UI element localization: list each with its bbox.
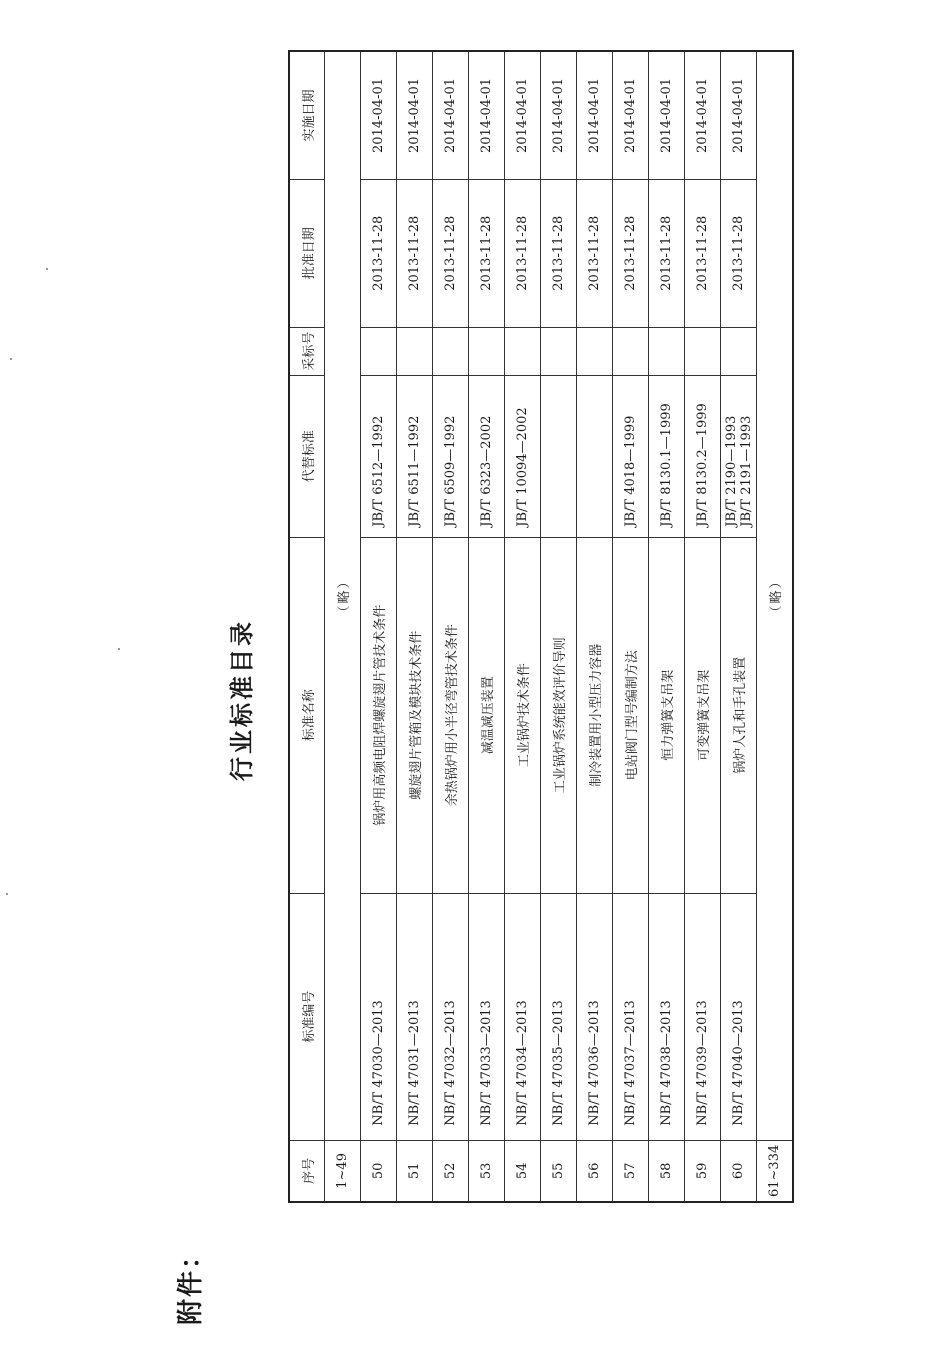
cell-effective: 2014-04-01 — [721, 51, 757, 179]
table-row — [685, 51, 721, 1202]
cell-effective: 2014-04-01 — [541, 51, 577, 179]
cell-name: 锅炉用高频电阻焊螺旋翅片管技术条件 — [361, 537, 397, 893]
replaces-item: JB/T 6512—1992 — [371, 415, 386, 527]
cell-name: 减温减压装置 — [469, 537, 505, 893]
table-row — [721, 51, 757, 1202]
range-row-top — [325, 51, 361, 1202]
cell-approved: 2013-11-28 — [469, 179, 505, 327]
cell-replaces — [577, 375, 613, 537]
table-row — [433, 51, 469, 1202]
cell-adopted — [397, 327, 433, 375]
cell-replaces — [649, 375, 685, 537]
cell-std-no: NB/T 47030—2013 — [361, 893, 397, 1140]
cell-seq: 51 — [397, 1140, 433, 1202]
scan-speck — [46, 268, 48, 270]
scan-speck — [6, 893, 8, 895]
cell-approved: 2013-11-28 — [541, 179, 577, 327]
cell-effective: 2014-04-01 — [685, 51, 721, 179]
replaces-item: JB/T 4018—1999 — [623, 415, 638, 527]
table-row — [541, 51, 577, 1202]
cell-adopted — [361, 327, 397, 375]
scan-speck — [118, 648, 120, 650]
replaces-item: JB/T 8130.2—1999 — [695, 403, 710, 527]
replaces-item: JB/T 6509—1992 — [443, 415, 458, 527]
cell-std-no: NB/T 47034—2013 — [505, 893, 541, 1140]
cell-adopted — [541, 327, 577, 375]
cell-effective: 2014-04-01 — [469, 51, 505, 179]
cell-effective: 2014-04-01 — [397, 51, 433, 179]
table-row — [361, 51, 397, 1202]
table-row — [649, 51, 685, 1202]
cell-replaces — [361, 375, 397, 537]
header-std-no: 标准编号 — [289, 893, 325, 1140]
cell-replaces — [505, 375, 541, 537]
cell-seq: 60 — [721, 1140, 757, 1202]
cell-replaces — [541, 375, 577, 537]
table-row — [397, 51, 433, 1202]
attachment-label: 附件： — [176, 1240, 206, 1325]
header-name: 标准名称 — [289, 537, 325, 893]
cell-name: 工业锅炉系统能效评价导则 — [541, 537, 577, 893]
table-row — [613, 51, 649, 1202]
header-replaces: 代替标准 — [289, 375, 325, 537]
cell-name: 可变弹簧支吊架 — [685, 537, 721, 893]
cell-replaces — [613, 375, 649, 537]
cell-approved: 2013-11-28 — [577, 179, 613, 327]
header-adopted: 采标号 — [289, 327, 325, 375]
replaces-item: JB/T 6511—1992 — [407, 415, 422, 527]
cell-name: 螺旋翅片管箱及模块技术条件 — [397, 537, 433, 893]
cell-seq: 55 — [541, 1140, 577, 1202]
cell-adopted — [613, 327, 649, 375]
cell-seq: 50 — [361, 1140, 397, 1202]
range-row-bottom — [757, 51, 794, 1202]
cell-name: 余热锅炉用小半径弯管技术条件 — [433, 537, 469, 893]
cell-adopted — [469, 327, 505, 375]
cell-adopted — [577, 327, 613, 375]
table-row — [577, 51, 613, 1202]
cell-name: 电站阀门型号编制方法 — [613, 537, 649, 893]
cell-effective: 2014-04-01 — [577, 51, 613, 179]
cell-std-no: NB/T 47035—2013 — [541, 893, 577, 1140]
standards-table — [288, 50, 794, 1203]
header-approved: 批准日期 — [289, 179, 325, 327]
replaces-item: JB/T 2191—1993 — [738, 415, 754, 527]
range-seq: 61~334 — [757, 1140, 794, 1202]
cell-replaces — [397, 375, 433, 537]
range-seq: 1~49 — [325, 1140, 361, 1202]
cell-approved: 2013-11-28 — [613, 179, 649, 327]
cell-approved: 2013-11-28 — [505, 179, 541, 327]
cell-seq: 59 — [685, 1140, 721, 1202]
cell-name: 制冷装置用小型压力容器 — [577, 537, 613, 893]
replaces-item: JB/T 2190—1993 — [723, 415, 739, 527]
header-row — [289, 51, 325, 1202]
cell-adopted — [649, 327, 685, 375]
cell-effective: 2014-04-01 — [505, 51, 541, 179]
cell-adopted — [721, 327, 757, 375]
cell-seq: 52 — [433, 1140, 469, 1202]
cell-name: 锅炉人孔和手孔装置 — [721, 537, 757, 893]
cell-std-no: NB/T 47033—2013 — [469, 893, 505, 1140]
cell-effective: 2014-04-01 — [433, 51, 469, 179]
cell-std-no: NB/T 47031—2013 — [397, 893, 433, 1140]
cell-replaces — [685, 375, 721, 537]
cell-std-no: NB/T 47040—2013 — [721, 893, 757, 1140]
cell-approved: 2013-11-28 — [361, 179, 397, 327]
table-row — [505, 51, 541, 1202]
cell-seq: 58 — [649, 1140, 685, 1202]
range-note: （略） — [757, 51, 794, 1140]
cell-effective: 2014-04-01 — [361, 51, 397, 179]
cell-std-no: NB/T 47039—2013 — [685, 893, 721, 1140]
replaces-item: JB/T 10094—2002 — [515, 407, 530, 527]
cell-std-no: NB/T 47037—2013 — [613, 893, 649, 1140]
cell-approved: 2013-11-28 — [721, 179, 757, 327]
range-note: （略） — [325, 51, 361, 1140]
replaces-item: JB/T 6323—2002 — [479, 415, 494, 527]
cell-adopted — [505, 327, 541, 375]
header-effective: 实施日期 — [289, 51, 325, 179]
header-seq: 序号 — [289, 1140, 325, 1202]
cell-name: 恒力弹簧支吊架 — [649, 537, 685, 893]
cell-replaces — [433, 375, 469, 537]
table-row — [469, 51, 505, 1202]
cell-std-no: NB/T 47032—2013 — [433, 893, 469, 1140]
cell-approved: 2013-11-28 — [397, 179, 433, 327]
cell-std-no: NB/T 47038—2013 — [649, 893, 685, 1140]
cell-replaces — [721, 375, 757, 537]
cell-effective: 2014-04-01 — [613, 51, 649, 179]
cell-approved: 2013-11-28 — [649, 179, 685, 327]
page-title: 行业标准目录 — [228, 619, 256, 781]
cell-std-no: NB/T 47036—2013 — [577, 893, 613, 1140]
cell-adopted — [685, 327, 721, 375]
cell-approved: 2013-11-28 — [685, 179, 721, 327]
replaces-item: JB/T 8130.1—1999 — [659, 403, 674, 527]
scan-speck — [10, 358, 12, 360]
cell-approved: 2013-11-28 — [433, 179, 469, 327]
cell-seq: 54 — [505, 1140, 541, 1202]
cell-name: 工业锅炉技术条件 — [505, 537, 541, 893]
cell-seq: 56 — [577, 1140, 613, 1202]
cell-replaces — [469, 375, 505, 537]
cell-seq: 57 — [613, 1140, 649, 1202]
cell-seq: 53 — [469, 1140, 505, 1202]
cell-effective: 2014-04-01 — [649, 51, 685, 179]
cell-adopted — [433, 327, 469, 375]
